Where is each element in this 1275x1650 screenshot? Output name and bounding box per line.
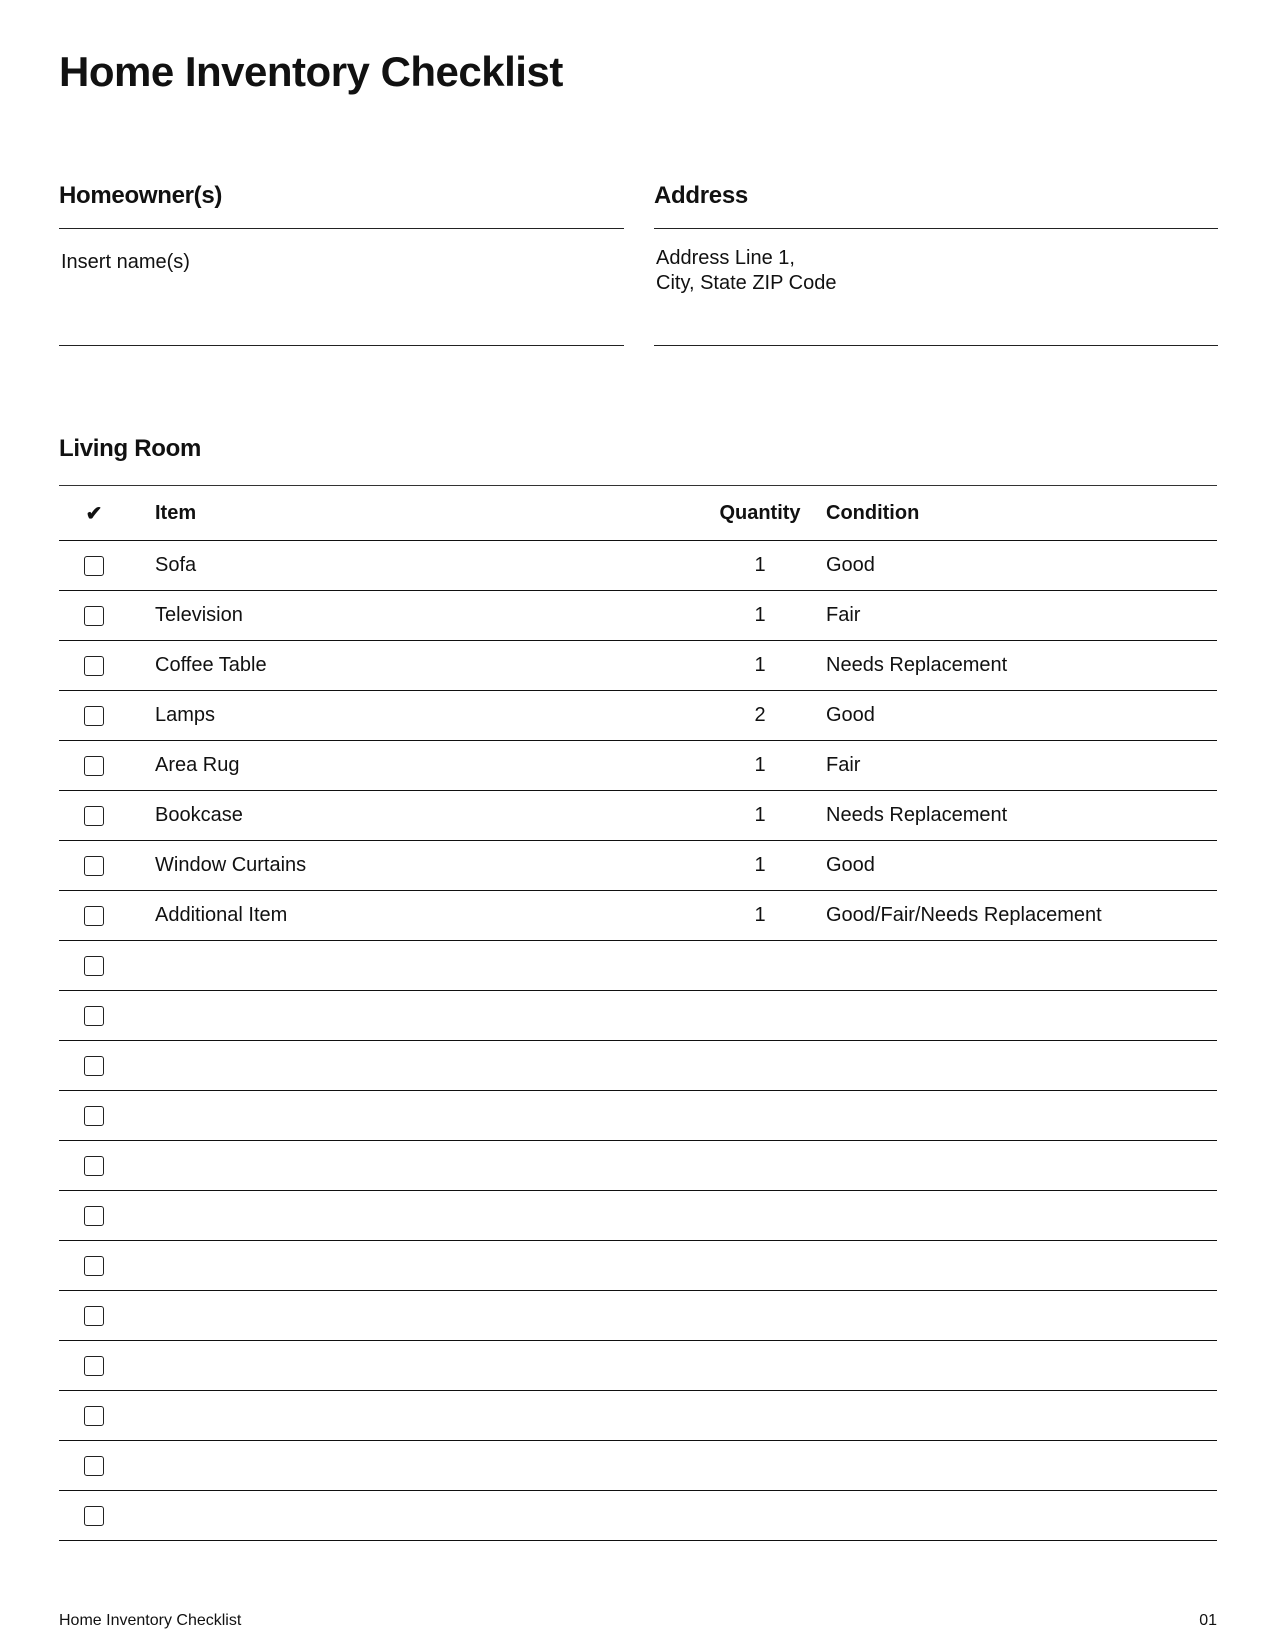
homeowner-label: Homeowner(s) xyxy=(59,182,223,209)
item-cell[interactable] xyxy=(129,1191,700,1241)
item-cell[interactable] xyxy=(129,1291,700,1341)
row-checkbox-cell xyxy=(59,891,129,941)
row-checkbox-cell xyxy=(59,1241,129,1291)
checkbox[interactable] xyxy=(84,1356,104,1376)
quantity-cell[interactable]: 1 xyxy=(700,791,820,841)
condition-cell[interactable] xyxy=(820,991,1217,1041)
quantity-cell[interactable] xyxy=(700,1291,820,1341)
checkbox[interactable] xyxy=(84,1456,104,1476)
item-cell[interactable]: Lamps xyxy=(129,691,700,741)
checkbox[interactable] xyxy=(84,606,104,626)
quantity-cell[interactable] xyxy=(700,1241,820,1291)
row-checkbox-cell xyxy=(59,1041,129,1091)
check-column-header: ✔ xyxy=(59,486,129,541)
table-row xyxy=(59,691,1217,741)
row-checkbox-cell xyxy=(59,691,129,741)
condition-cell[interactable] xyxy=(820,1491,1217,1541)
homeowner-field[interactable]: Insert name(s) xyxy=(61,251,190,273)
row-checkbox-cell xyxy=(59,641,129,691)
checkbox[interactable] xyxy=(84,956,104,976)
table-row xyxy=(59,941,1217,991)
item-cell[interactable]: Bookcase xyxy=(129,791,700,841)
condition-cell[interactable]: Good/Fair/Needs Replacement xyxy=(820,891,1217,941)
table-row xyxy=(59,1491,1217,1541)
table-row xyxy=(59,791,1217,841)
checkbox[interactable] xyxy=(84,706,104,726)
checkbox[interactable] xyxy=(84,656,104,676)
condition-cell[interactable] xyxy=(820,1341,1217,1391)
item-cell[interactable] xyxy=(129,1241,700,1291)
checkbox[interactable] xyxy=(84,1056,104,1076)
row-checkbox-cell xyxy=(59,1391,129,1441)
divider xyxy=(654,228,1218,229)
row-checkbox-cell xyxy=(59,541,129,591)
table-row xyxy=(59,541,1217,591)
condition-cell[interactable]: Fair xyxy=(820,591,1217,641)
condition-cell[interactable]: Good xyxy=(820,691,1217,741)
row-checkbox-cell xyxy=(59,1191,129,1241)
item-cell[interactable] xyxy=(129,991,700,1041)
row-checkbox-cell xyxy=(59,1441,129,1491)
table-header xyxy=(59,486,1217,541)
table-row xyxy=(59,741,1217,791)
table-row xyxy=(59,1191,1217,1241)
divider xyxy=(59,228,624,229)
address-field[interactable] xyxy=(656,246,836,296)
row-checkbox-cell xyxy=(59,591,129,641)
item-cell[interactable]: Sofa xyxy=(129,541,700,591)
row-checkbox-cell xyxy=(59,1091,129,1141)
item-cell[interactable]: Window Curtains xyxy=(129,841,700,891)
condition-cell[interactable] xyxy=(820,941,1217,991)
table-row xyxy=(59,991,1217,1041)
condition-cell[interactable] xyxy=(820,1441,1217,1491)
page-title: Home Inventory Checklist xyxy=(59,48,563,95)
quantity-cell[interactable] xyxy=(700,1191,820,1241)
condition-cell[interactable] xyxy=(820,1041,1217,1091)
quantity-cell[interactable] xyxy=(700,1141,820,1191)
footer-title: Home Inventory Checklist xyxy=(59,1612,242,1629)
address-label: Address xyxy=(654,182,748,209)
condition-cell[interactable]: Needs Replacement xyxy=(820,641,1217,691)
section-title: Living Room xyxy=(59,435,202,462)
quantity-cell[interactable]: 1 xyxy=(700,841,820,891)
table-row xyxy=(59,591,1217,641)
checkbox[interactable] xyxy=(84,1106,104,1126)
checkbox[interactable] xyxy=(84,756,104,776)
quantity-cell[interactable]: 1 xyxy=(700,541,820,591)
row-checkbox-cell xyxy=(59,1141,129,1191)
quantity-cell[interactable]: 2 xyxy=(700,691,820,741)
quantity-cell[interactable] xyxy=(700,1441,820,1491)
row-checkbox-cell xyxy=(59,1341,129,1391)
address-line2: City, State ZIP Code xyxy=(656,272,837,294)
checkbox[interactable] xyxy=(84,1006,104,1026)
quantity-cell[interactable]: 1 xyxy=(700,741,820,791)
address-line1: Address Line 1, xyxy=(656,247,795,269)
row-checkbox-cell xyxy=(59,1491,129,1541)
row-checkbox-cell xyxy=(59,941,129,991)
quantity-cell[interactable] xyxy=(700,1091,820,1141)
divider xyxy=(59,345,624,346)
item-cell[interactable] xyxy=(129,1041,700,1091)
checkbox[interactable] xyxy=(84,1256,104,1276)
table-row xyxy=(59,1241,1217,1291)
item-cell[interactable]: Coffee Table xyxy=(129,641,700,691)
quantity-cell[interactable] xyxy=(700,1491,820,1541)
condition-cell[interactable] xyxy=(820,1191,1217,1241)
item-cell[interactable] xyxy=(129,1391,700,1441)
item-cell[interactable]: Television xyxy=(129,591,700,641)
row-checkbox-cell xyxy=(59,841,129,891)
item-cell[interactable] xyxy=(129,941,700,991)
item-cell[interactable] xyxy=(129,1341,700,1391)
table-row xyxy=(59,1141,1217,1191)
checkbox[interactable] xyxy=(84,1206,104,1226)
item-cell[interactable]: Area Rug xyxy=(129,741,700,791)
quantity-cell[interactable]: 1 xyxy=(700,641,820,691)
table-row xyxy=(59,641,1217,691)
condition-cell[interactable] xyxy=(820,1391,1217,1441)
quantity-cell[interactable]: 1 xyxy=(700,891,820,941)
row-checkbox-cell xyxy=(59,991,129,1041)
condition-cell[interactable] xyxy=(820,1241,1217,1291)
divider xyxy=(654,345,1218,346)
checkbox[interactable] xyxy=(84,1306,104,1326)
condition-cell[interactable] xyxy=(820,1141,1217,1191)
inventory-table xyxy=(59,485,1217,1541)
condition-cell[interactable]: Fair xyxy=(820,741,1217,791)
table-row xyxy=(59,1391,1217,1441)
checkbox[interactable] xyxy=(84,1406,104,1426)
checkbox[interactable] xyxy=(84,556,104,576)
item-cell[interactable]: Additional Item xyxy=(129,891,700,941)
item-cell[interactable] xyxy=(129,1091,700,1141)
table-row xyxy=(59,1341,1217,1391)
condition-cell[interactable] xyxy=(820,1091,1217,1141)
quantity-cell[interactable] xyxy=(700,1391,820,1441)
condition-cell[interactable] xyxy=(820,1291,1217,1341)
item-cell[interactable] xyxy=(129,1441,700,1491)
checkbox[interactable] xyxy=(84,1506,104,1526)
table-row xyxy=(59,1041,1217,1091)
quantity-cell[interactable] xyxy=(700,1341,820,1391)
table-row xyxy=(59,841,1217,891)
condition-cell[interactable]: Needs Replacement xyxy=(820,791,1217,841)
quantity-column-header: Quantity xyxy=(700,486,820,541)
item-cell[interactable] xyxy=(129,1491,700,1541)
condition-column-header: Condition xyxy=(820,486,1217,541)
condition-cell[interactable]: Good xyxy=(820,541,1217,591)
page-number: 01 xyxy=(1199,1612,1217,1629)
checkbox[interactable] xyxy=(84,856,104,876)
checkbox[interactable] xyxy=(84,906,104,926)
item-cell[interactable] xyxy=(129,1141,700,1191)
row-checkbox-cell xyxy=(59,1291,129,1341)
table-row xyxy=(59,1291,1217,1341)
table-row xyxy=(59,1091,1217,1141)
quantity-cell[interactable] xyxy=(700,941,820,991)
condition-cell[interactable]: Good xyxy=(820,841,1217,891)
checkbox[interactable] xyxy=(84,1156,104,1176)
row-checkbox-cell xyxy=(59,741,129,791)
quantity-cell[interactable] xyxy=(700,991,820,1041)
quantity-cell[interactable]: 1 xyxy=(700,591,820,641)
row-checkbox-cell xyxy=(59,791,129,841)
quantity-cell[interactable] xyxy=(700,1041,820,1091)
table-row xyxy=(59,1441,1217,1491)
checkbox[interactable] xyxy=(84,806,104,826)
item-column-header: Item xyxy=(129,486,700,541)
table-row xyxy=(59,891,1217,941)
